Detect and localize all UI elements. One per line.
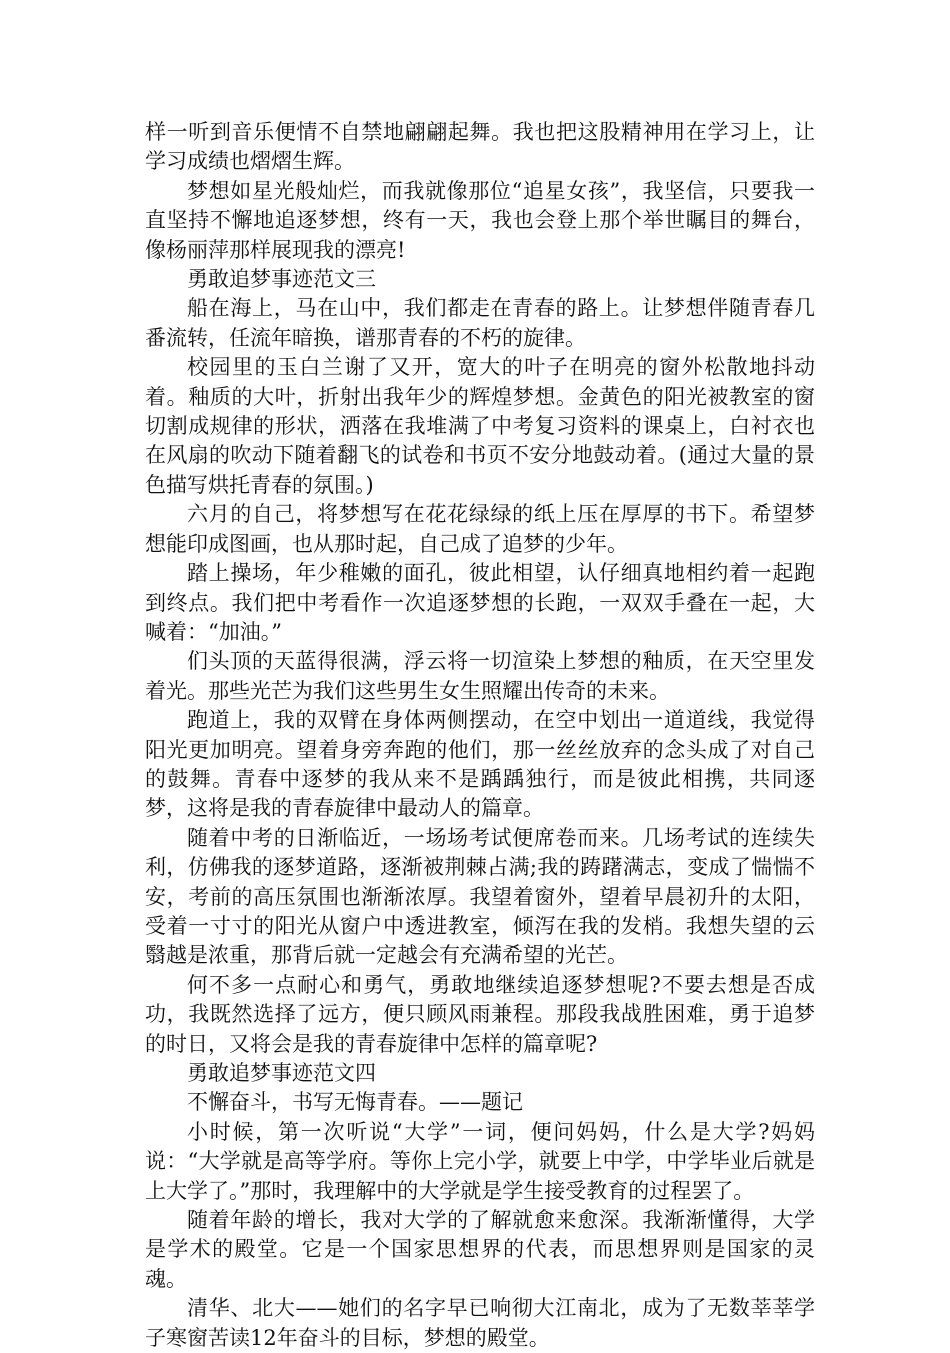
paragraph: 何不多一点耐心和勇气，勇敢地继续追逐梦想呢?不要去想是否成功，我既然选择了远方，便只顾风雨兼程。那段我战胜困难，勇于追梦的时日，又将会是我的青春旋律中怎样的篇章呢? <box>145 972 815 1056</box>
section-heading: 勇敢追梦事迹范文四 <box>187 1061 376 1085</box>
paragraph: 随着中考的日渐临近，一场场考试便席卷而来。几场考试的连续失利，仿佛我的逐梦道路，逐渐被荆棘占满;我的踌躇满志，变成了惴惴不安，考前的高压氛围也渐渐浓厚。我望着窗外，望着早晨初升的太阳，受着一寸寸的阳光从窗户中透进教室，倾泻在我的发梢。我想失望的云翳越是浓重，那背后就一定越会有充满希望的光芒。 <box>145 825 815 968</box>
document-body <box>145 118 815 1353</box>
paragraph: 六月的自己，将梦想写在花花绿绿的纸上压在厚厚的书下。希望梦想能印成图画，也从那时起，自己成了追梦的少年。 <box>145 502 815 556</box>
section-heading: 勇敢追梦事迹范文三 <box>187 267 376 292</box>
paragraph: 小时候，第一次听说“大学”一词，便问妈妈，什么是大学?妈妈说：“大学就是高等学府。等你上完小学，就要上中学，中学毕业后就是上大学了。”那时，我理解中的大学就是学生接受教育的过程罢了。 <box>145 1119 815 1203</box>
paragraph: 船在海上，马在山中，我们都走在青春的路上。让梦想伴随青春几番流转，任流年暗换，谱那青春的不朽的旋律。 <box>145 296 815 350</box>
paragraph: 跑道上，我的双臂在身体两侧摆动，在空中划出一道道线，我觉得阳光更加明亮。望着身旁奔跑的他们，那一丝丝放弃的念头成了对自己的鼓舞。青春中逐梦的我从来不是踽踽独行，而是彼此相携，共同逐梦，这将是我的青春旋律中最动人的篇章。 <box>145 708 815 821</box>
paragraph: 随着年龄的增长，我对大学的了解就愈来愈深。我渐渐懂得，大学是学术的殿堂。它是一个国家思想界的代表，而思想界则是国家的灵魂。 <box>145 1208 815 1291</box>
paragraph: 样一听到音乐便情不自禁地翩翩起舞。我也把这股精神用在学习上，让学习成绩也熠熠生辉。 <box>145 120 815 174</box>
paragraph: 清华、北大——她们的名字早已响彻大江南北，成为了无数莘莘学子寒窗苦读12年奋斗的目标，梦想的殿堂。 <box>145 1296 815 1350</box>
paragraph: 梦想如星光般灿烂，而我就像那位“追星女孩”，我坚信，只要我一直坚持不懈地追逐梦想，终有一天，我也会登上那个举世瞩目的舞台，像杨丽萍那样展现我的漂亮! <box>145 178 815 262</box>
paragraph: 们头顶的天蓝得很满，浮云将一切渲染上梦想的釉质，在天空里发着光。那些光芒为我们这些男生女生照耀出传奇的未来。 <box>145 649 815 703</box>
epigraph: 不懈奋斗，书写无悔青春。——题记 <box>187 1090 523 1115</box>
paragraph: 校园里的玉白兰谢了又开，宽大的叶子在明亮的窗外松散地抖动着。釉质的大叶，折射出我年少的辉煌梦想。金黄色的阳光被教室的窗切割成规律的形状，洒落在我堆满了中考复习资料的课桌上，白衬衣也在风扇的吹动下随着翻飞的试卷和书页不安分地鼓动着。(通过大量的景色描写烘托青春的氛围。) <box>145 355 815 497</box>
paragraph: 踏上操场，年少稚嫩的面孔，彼此相望，认仔细真地相约着一起跑到终点。我们把中考看作一次追逐梦想的长跑，一双双手叠在一起，大喊着：“加油。” <box>145 561 815 644</box>
